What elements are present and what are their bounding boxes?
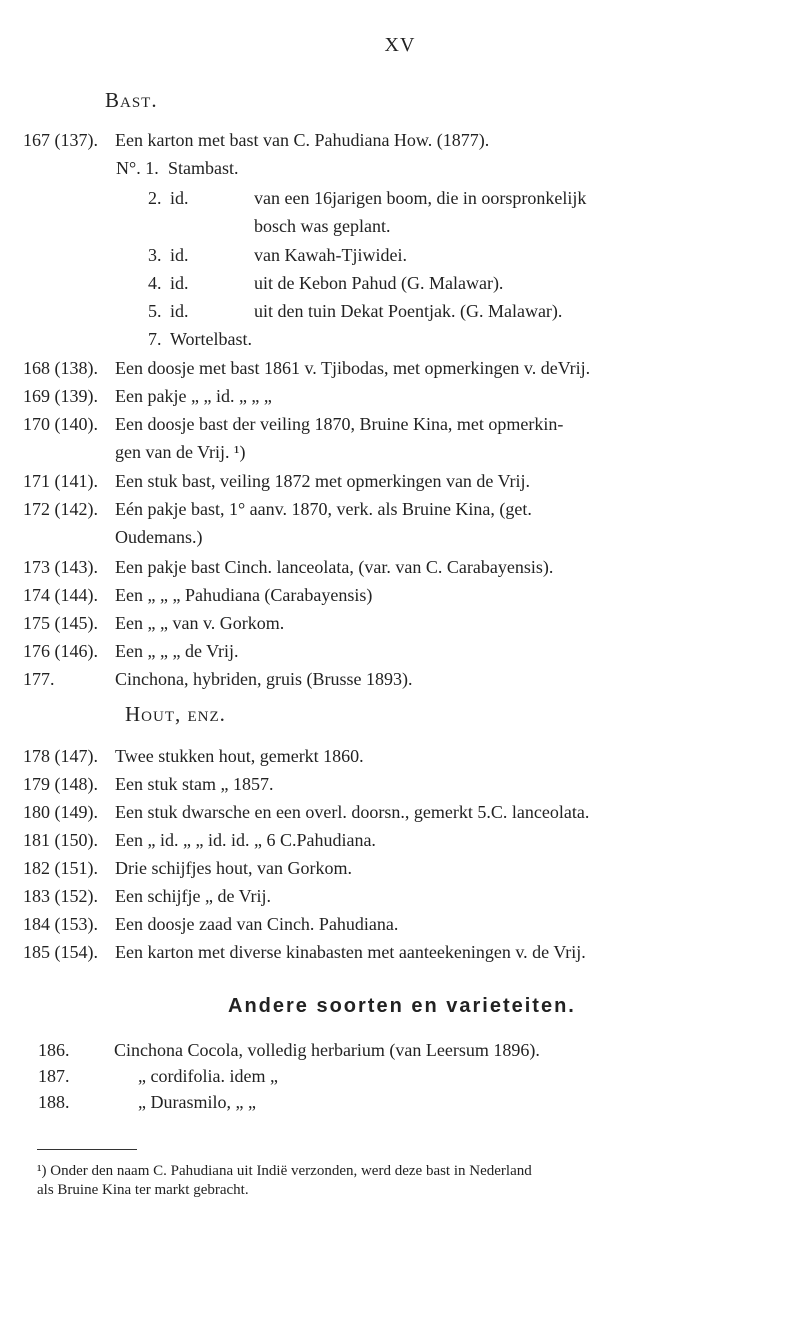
entry-text: Cinchona Cocola, volledig herbarium (van Leersum 1896). (114, 1040, 540, 1060)
footnote-line: als Bruine Kina ter markt gebracht. (37, 1182, 249, 1198)
entry-text: Een karton met bast van C. Pahudiana How. (1877). (115, 130, 490, 150)
subentry-text: uit den tuin Dekat Poentjak. (G. Malawar). (254, 301, 563, 321)
entry-text: Een schijfje „ de Vrij. (115, 886, 272, 906)
subentry-number: 4. (148, 273, 162, 293)
subentry-number: 2. (148, 188, 162, 208)
subentry-number: 7. (148, 329, 162, 349)
entry-number: 167 (137). (23, 130, 98, 150)
entry-text: Een „ „ van v. Gorkom. (115, 613, 285, 633)
entry-number: 188. (38, 1092, 70, 1112)
entry-text: Een doosje met bast 1861 v. Tjibodas, met opmerkingen v. deVrij. (115, 358, 591, 378)
entry-number: 181 (150). (23, 830, 98, 850)
entry-number: 171 (141). (23, 471, 98, 491)
entry-text: Een doosje bast der veiling 1870, Bruine Kina, met opmerkin- (115, 414, 564, 434)
entry-number: 183 (152). (23, 886, 98, 906)
subentry-text-continued: bosch was geplant. (254, 216, 391, 236)
entry-text-continued: Oudemans.) (115, 527, 203, 547)
subentry-id: id. (170, 301, 189, 321)
entry-text: „ cordifolia. idem „ (138, 1066, 278, 1086)
entry-number: 173 (143). (23, 557, 98, 577)
subentry-text: Stambast. (168, 158, 239, 178)
entry-number: 182 (151). (23, 858, 98, 878)
entry-text: Cinchona, hybriden, gruis (Brusse 1893). (115, 669, 413, 689)
entry-text: Een karton met diverse kinabasten met aanteekeningen v. de Vrij. (115, 942, 586, 962)
subentry-text: uit de Kebon Pahud (G. Malawar). (254, 273, 504, 293)
subentry-number: 3. (148, 245, 162, 265)
entry-text: Een pakje „ „ id. „ „ „ (115, 386, 272, 406)
entry-text: Eén pakje bast, 1° aanv. 1870, verk. als Bruine Kina, (get. (115, 499, 532, 519)
subentry-id: id. (170, 273, 189, 293)
entry-text: Een stuk bast, veiling 1872 met opmerkingen van de Vrij. (115, 471, 531, 491)
subentry-number: N°. 1. (116, 158, 159, 178)
section-heading-andere: Andere soorten en varieteiten. (228, 995, 576, 1017)
subentry-id: id. (170, 188, 189, 208)
entry-text-continued: gen van de Vrij. ¹) (115, 442, 246, 462)
entry-text: Een „ id. „ „ id. id. „ 6 C.Pahudiana. (115, 830, 376, 850)
entry-text: Een „ „ „ de Vrij. (115, 641, 239, 661)
entry-number: 186. (38, 1040, 70, 1060)
entry-number: 180 (149). (23, 802, 98, 822)
subentry-text: van een 16jarigen boom, die in oorspronkelijk (254, 188, 587, 208)
entry-number: 169 (139). (23, 386, 98, 406)
entry-text: Een stuk stam „ 1857. (115, 774, 274, 794)
entry-text: Een „ „ „ Pahudiana (Carabayensis) (115, 585, 373, 605)
page-number: XV (384, 34, 416, 56)
entry-number: 168 (138). (23, 358, 98, 378)
entry-text: „ Durasmilo, „ „ (138, 1092, 256, 1112)
entry-text: Een doosje zaad van Cinch. Pahudiana. (115, 914, 399, 934)
entry-number: 179 (148). (23, 774, 98, 794)
entry-number: 178 (147). (23, 746, 98, 766)
entry-number: 170 (140). (23, 414, 98, 434)
section-heading-hout: Hout, enz. (125, 702, 226, 726)
subentry-id: id. (170, 245, 189, 265)
entry-number: 176 (146). (23, 641, 98, 661)
entry-number: 187. (38, 1066, 70, 1086)
entry-number: 174 (144). (23, 585, 98, 605)
entry-number: 184 (153). (23, 914, 98, 934)
entry-number: 177. (23, 669, 55, 689)
entry-number: 172 (142). (23, 499, 98, 519)
entry-text: Een stuk dwarsche en een overl. doorsn., gemerkt 5.C. lanceolata. (115, 802, 590, 822)
entry-text: Een pakje bast Cinch. lanceolata, (var. van C. Carabayensis). (115, 557, 554, 577)
subentry-text: van Kawah-Tjiwidei. (254, 245, 407, 265)
subentry-number: 5. (148, 301, 162, 321)
entry-text: Drie schijfjes hout, van Gorkom. (115, 858, 352, 878)
subentry-text: Wortelbast. (170, 329, 253, 349)
entry-number: 185 (154). (23, 942, 98, 962)
entry-number: 175 (145). (23, 613, 98, 633)
footnote-rule (37, 1149, 137, 1150)
entry-text: Twee stukken hout, gemerkt 1860. (115, 746, 364, 766)
section-heading-bast: Bast. (105, 88, 158, 112)
footnote-line: ¹) Onder den naam C. Pahudiana uit Indië verzonden, werd deze bast in Nederland (37, 1163, 532, 1179)
